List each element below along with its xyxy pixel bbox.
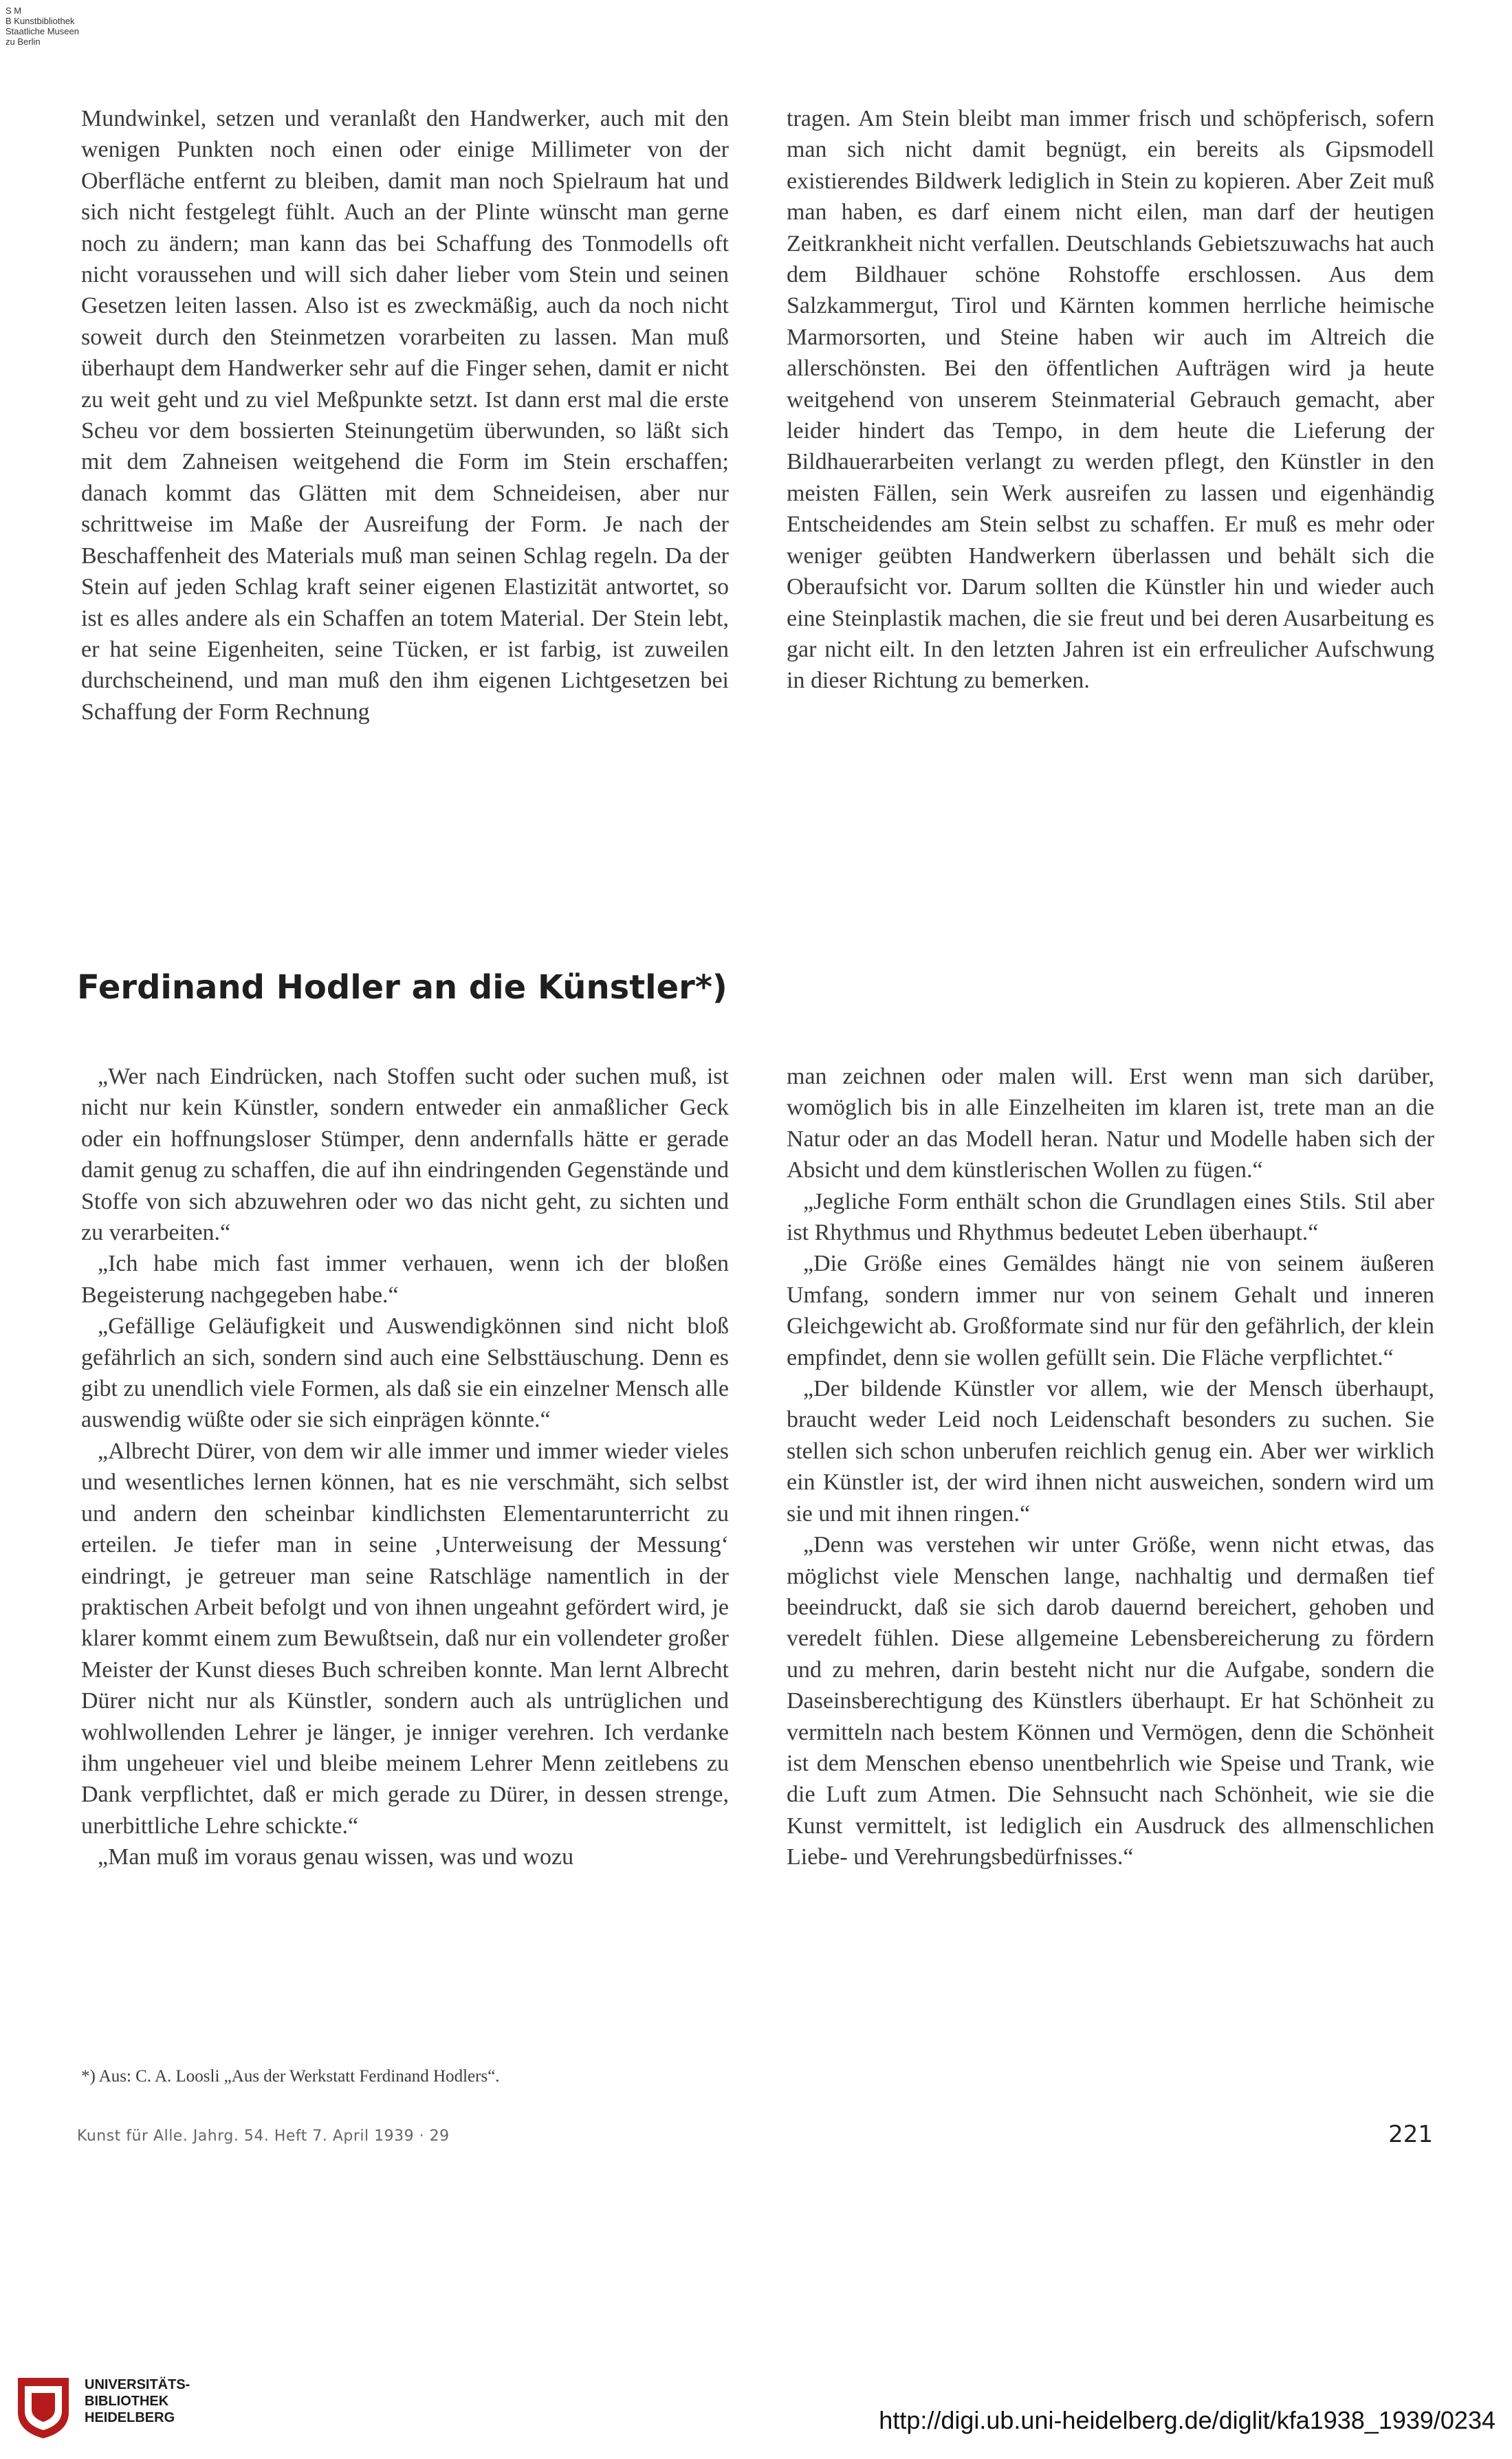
hodler-right-column: [787, 1061, 1434, 1873]
quote-paragraph: „Die Größe eines Gemäldes hängt nie von seinem äußeren Umfang, sondern immer nur von seinem Gehalt und inneren Gleichgewicht ab. Großformate sind nur für den gefährlich, der klein empfindet, denn sie wollen gefüllt sein. Die Fläche verpflichtet.“: [787, 1251, 1434, 1370]
quote-paragraph: „Wer nach Eindrücken, nach Stoffen sucht oder suchen muß, ist nicht nur kein Künstler, sondern entweder ein anmaßlicher Geck oder ein hoffnungsloser Stümper, denn andernfalls hätte er gerade damit genug zu schaffen, die auf ihn eindringenden Gegenstände und Stoffe von sich abzuwehren oder wo das nicht geht, zu sichten und zu verarbeiten.“: [81, 1064, 729, 1246]
hodler-left-column: [81, 1061, 729, 1873]
section-heading: Ferdinand Hodler an die Künstler*): [77, 968, 727, 1007]
library-logo-block: [12, 2372, 246, 2441]
page-number: 221: [1388, 2121, 1433, 2148]
quote-paragraph: „Denn was verstehen wir unter Größe, wenn nicht etwas, das möglichst viele Menschen lange, nachhaltig und dermaßen tief beeindruckt, daß sie sich darob dauernd bereichert, gehoben und veredelt fühlen. Diese allgemeine Lebensbereicherung zu fördern und zu mehren, darin besteht nicht nur die Aufgabe, sondern die Daseinsberechtigung des Künstlers überhaupt. Er hat Schönheit zu vermitteln nach bestem Können und Vermögen, denn die Schönheit ist dem Menschen ebenso unentbehrlich wie Speise und Trank, wie die Luft zum Atmen. Die Sehnsucht nach Schönheit, wie sie die Kunst vermittelt, ist lediglich ein Ausdruck des allmenschlichen Liebe- und Verehrungsbedürfnisses.“: [787, 1532, 1434, 1870]
library-name-line: HEIDELBERG: [85, 2410, 175, 2425]
article-top-right-column: [787, 103, 1434, 697]
stamp-line: zu Berlin: [6, 36, 41, 47]
stamp-line: S M: [6, 6, 22, 16]
library-name-line: UNIVERSITÄTS-: [85, 2377, 190, 2392]
stamp-line: Staatliche Museen: [6, 26, 79, 36]
quote-paragraph: „Gefällige Geläufigkeit und Auswendigkönnen sind nicht bloß gefährlich an sich, sondern sind auch eine Selbsttäuschung. Denn es gibt zu unendlich viele Formen, als daß sie ein einzelner Mensch alle auswendig wüßte oder sie sich einprägen könnte.“: [81, 1313, 729, 1433]
stamp-line: B Kunstbibliothek: [6, 16, 75, 26]
quote-paragraph: „Albrecht Dürer, von dem wir alle immer und immer wieder vieles und wesentliches lernen können, hat es nie verschmäht, sich selbst und andern den scheinbar kindlichsten Elementarunterricht zu erteilen. Je tiefer man in seine ‚Unterweisung der Messung‘ eindringt, je getreuer man seine Ratschläge namentlich in der praktischen Arbeit befolgt und von ihnen ungeahnt gefördert wird, je klarer kommt einem zum Bewußtsein, daß nur ein vollendeter großer Meister der Kunst dieses Buch schreiben konnte. Man lernt Albrecht Dürer nicht nur als Künstler, sondern auch als untrüglichen und wohlwollenden Lehrer je länger, je inniger verehren. Ich verdanke ihm ungeheuer viel und bleibe meinem Lehrer Menn zeitlebens zu Dank verpflichtet, daß er mich gerade zu Dürer, in dessen strenge, unerbittliche Lehre schickte.“: [81, 1438, 729, 1839]
quote-paragraph: „Jegliche Form enthält schon die Grundlagen eines Stils. Stil aber ist Rhythmus und Rhythmus bedeutet Leben überhaupt.“: [787, 1188, 1434, 1246]
quote-paragraph: „Ich habe mich fast immer verhauen, wenn ich der bloßen Begeisterung nachgegeben habe.“: [81, 1251, 729, 1308]
library-name: [85, 2376, 190, 2426]
journal-reference: Kunst für Alle. Jahrg. 54. Heft 7. April 1939 · 29: [77, 2128, 450, 2145]
quote-paragraph: „Man muß im voraus genau wissen, was und wozu: [98, 1844, 574, 1870]
footnote: *) Aus: C. A. Loosli „Aus der Werkstatt Ferdinand Hodlers“.: [81, 2067, 500, 2086]
source-url-link[interactable]: http://digi.ub.uni-heidelberg.de/diglit/kfa1938_1939/0234: [879, 2406, 1495, 2434]
quote-paragraph: „Der bildende Künstler vor allem, wie der Mensch überhaupt, braucht weder Leid noch Leidenschaft besonders zu suchen. Sie stellen sich schon unberufen reichlich genug ein. Aber wer wirklich ein Künstler ist, der wird ihnen nicht ausweichen, sondern wird um sie und mit ihnen ringen.“: [787, 1376, 1434, 1527]
paragraph: Mundwinkel, setzen und veranlaßt den Handwerker, auch mit den wenigen Punkten noch einen oder einige Millimeter von der Oberfläche entfernt zu bleiben, damit man noch Spielraum hat und sich nicht festgelegt fühlt. Auch an der Plinte wünscht man gerne noch zu ändern; man kann das bei Schaffung des Tonmodells oft nicht voraussehen und will sich daher lieber vom Stein und seinen Gesetzen leiten lassen. Also ist es zweckmäßig, auch da noch nicht soweit durch den Steinmetzen vorarbeiten zu lassen. Man muß überhaupt dem Handwerker sehr auf die Finger sehen, damit er nicht zu weit geht und zu viel Meßpunkte setzt. Ist dann erst mal die erste Scheu vor dem bossierten Steinungetüm überwunden, so läßt sich mit dem Zahneisen weitgehend die Form im Stein erschaffen; danach kommt das Glätten mit dem Schneideisen, aber nur schrittweise im Maße der Ausreifung der Form. Je nach der Beschaffenheit des Materials muß man seinen Schlag regeln. Da der Stein auf jeden Schlag kraft seiner eigenen Elastizität antwortet, so ist es alles andere als ein Schaffen an totem Material. Der Stein lebt, er hat seine Eigenheiten, seine Tücken, er ist farbig, ist zuweilen durchscheinend, und man muß den ihm eigenen Lichtgesetzen bei Schaffung der Form Rechnung: [81, 106, 729, 725]
paragraph: tragen. Am Stein bleibt man immer frisch und schöpferisch, sofern man sich nicht damit begnügt, ein bereits als Gipsmodell existierendes Bildwerk lediglich in Stein zu kopieren. Aber Zeit muß man haben, es darf einem nicht eilen, man darf der heutigen Zeitkrankheit nicht verfallen. Deutschlands Gebietszuwachs hat auch dem Bildhauer schöne Rohstoffe erschlossen. Aus dem Salzkammergut, Tirol und Kärnten kommen herrliche heimische Marmorsorten, und Steine haben wir auch im Altreich die allerschönsten. Bei den öffentlichen Aufträgen wird ja heute weitgehend von unserem Steinmaterial Gebrauch gemacht, aber leider hindert das Tempo, in dem heute die Lieferung der Bildhauerarbeiten verlangt zu werden pflegt, den Künstler in den meisten Fällen, sein Werk ausreifen zu lassen und eigenhändig Entscheidendes am Stein selbst zu schaffen. Er muß es mehr oder weniger geübten Handwerkern überlassen und behält sich die Oberaufsicht vor. Darum sollten die Künstler hin und wieder auch eine Steinplastik machen, die sie freut und bei deren Ausarbeitung es gar nicht eilt. In den letzten Jahren ist ein erfreulicher Aufschwung in dieser Richtung zu bemerken.: [787, 106, 1434, 694]
library-stamp: [6, 6, 79, 47]
university-seal-icon: [12, 2372, 74, 2441]
quote-paragraph: man zeichnen oder malen will. Erst wenn man sich darüber, womöglich bis in alle Einzelheiten im klaren ist, trete man an die Natur oder an das Modell heran. Natur und Modelle haben sich der Absicht und dem künstlerischen Wollen zu fügen.“: [787, 1064, 1434, 1183]
library-name-line: BIBLIOTHEK: [85, 2394, 169, 2409]
article-top-left-column: [81, 103, 729, 728]
